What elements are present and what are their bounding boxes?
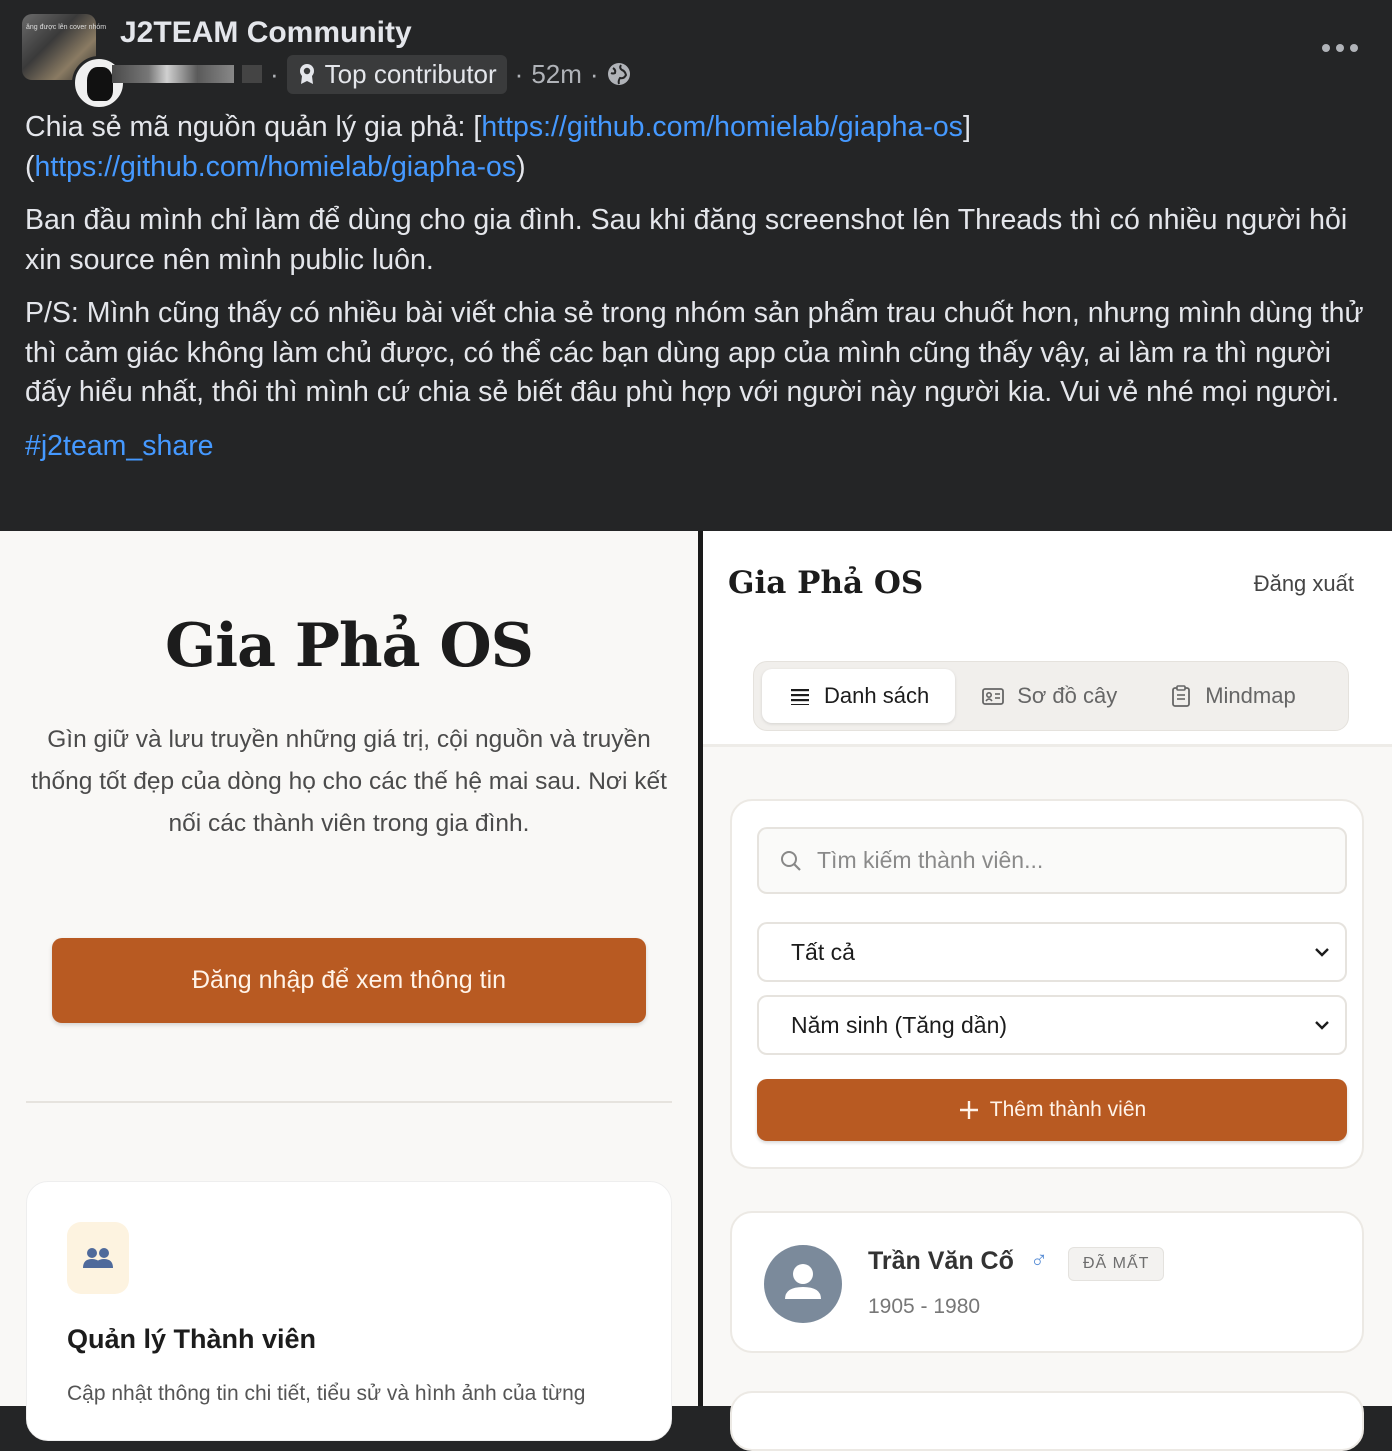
member-name: Trần Văn Cố xyxy=(868,1247,1014,1275)
login-button[interactable]: Đăng nhập để xem thông tin xyxy=(52,938,646,1023)
github-link-1[interactable]: https://github.com/homielab/giapha-os xyxy=(481,111,963,143)
divider xyxy=(26,1101,672,1103)
author-name-blurred[interactable] xyxy=(112,65,234,83)
hashtag-link[interactable]: #j2team_share xyxy=(25,429,214,462)
post-text-span: Chia sẻ mã nguồn quản lý gia phả: [ xyxy=(25,111,482,143)
facebook-post xyxy=(0,0,1392,531)
tab-mindmap[interactable] xyxy=(1143,669,1321,723)
post-body xyxy=(25,108,1365,480)
globe-icon xyxy=(607,62,631,86)
post-avatars[interactable] xyxy=(22,14,106,94)
github-link-2[interactable]: https://github.com/homielab/giapha-os xyxy=(34,150,517,183)
search-box[interactable] xyxy=(757,827,1347,894)
person-icon xyxy=(764,1245,842,1323)
badge-label: Top contributor xyxy=(324,58,497,89)
feature-card-description: Cập nhật thông tin chi tiết, tiểu sử và hình ảnh của từng xyxy=(67,1382,586,1405)
chevron-down-icon xyxy=(1313,1016,1331,1034)
member-card[interactable] xyxy=(730,1211,1364,1353)
select-value: Năm sinh (Tăng dần) xyxy=(791,1011,1008,1038)
post-paragraph-3: P/S: Mình cũng thấy có nhiều bài viết chia sẻ trong nhóm sản phẩm trau chuốt hơn, nhưng mình dùng thử thì cảm giác không làm chủ được, có thể các bạn dùng app của mình cũng thấy vậy, ai làm ra thì người đấy hiểu nhất, thôi thì mình cứ chia sẻ biết đâu phù hợp với người này người kia. Vui vẻ nhé mọi người. xyxy=(25,297,1364,408)
tab-label: Mindmap xyxy=(1205,683,1296,708)
users-icon xyxy=(67,1222,129,1294)
feature-card-title: Quản lý Thành viên xyxy=(67,1324,317,1354)
add-member-button[interactable] xyxy=(757,1079,1347,1141)
view-tabs xyxy=(753,661,1349,731)
male-icon: ♂ xyxy=(1030,1247,1048,1274)
post-text-span: ] ( xyxy=(25,111,971,183)
app-list-screenshot[interactable] xyxy=(703,531,1392,1406)
meta-separator: · xyxy=(514,58,524,89)
search-icon xyxy=(779,849,803,873)
id-card-icon xyxy=(981,684,1005,708)
chevron-down-icon xyxy=(1313,943,1331,961)
logout-link[interactable]: Đăng xuất xyxy=(1253,571,1354,596)
group-thumb-text: ăng được lên cover nhóm xyxy=(26,24,107,31)
sort-select[interactable] xyxy=(757,995,1347,1055)
post-meta xyxy=(112,54,631,94)
tab-tree[interactable] xyxy=(955,669,1143,723)
more-options-icon[interactable] xyxy=(1320,36,1360,60)
badge-icon xyxy=(297,63,317,85)
app-title: Gia Phả OS xyxy=(728,565,924,601)
select-value: Tất cả xyxy=(791,938,855,965)
member-avatar xyxy=(764,1245,842,1323)
status-filter-select[interactable] xyxy=(757,922,1347,982)
top-contributor-badge[interactable] xyxy=(287,55,507,94)
post-paragraph-1 xyxy=(25,108,1365,187)
landing-title: Gia Phả OS xyxy=(165,611,533,681)
post-time[interactable]: 52m xyxy=(531,58,582,89)
add-member-label: Thêm thành viên xyxy=(989,1098,1147,1121)
search-input[interactable] xyxy=(817,847,1317,874)
member-years: 1905 - 1980 xyxy=(868,1295,981,1318)
post-paragraph-2: Ban đầu mình chỉ làm để dùng cho gia đình. Sau khi đăng screenshot lên Threads thì có nhiều người hỏi xin source nên mình public luôn. xyxy=(25,204,1348,276)
clipboard-icon xyxy=(1169,684,1193,708)
feature-card-members xyxy=(26,1181,672,1441)
landing-description: Gìn giữ và lưu truyền những giá trị, cội nguồn và truyền thống tốt đẹp của dòng họ cho các thế hệ mai sau. Nơi kết nối các thành viên trong gia đình. xyxy=(31,726,667,837)
tab-list[interactable] xyxy=(762,669,955,723)
filter-card xyxy=(730,799,1364,1169)
list-icon xyxy=(788,684,812,708)
plus-icon xyxy=(958,1099,980,1121)
author-name-blurred-part xyxy=(242,65,262,83)
meta-separator: · xyxy=(270,58,279,89)
app-header xyxy=(703,531,1392,747)
tab-label: Danh sách xyxy=(824,683,930,708)
tab-label: Sơ đồ cây xyxy=(1017,683,1118,708)
group-name-link[interactable]: J2TEAM Community xyxy=(120,16,412,49)
post-text-span: ) xyxy=(516,150,526,183)
landing-screenshot[interactable] xyxy=(0,531,698,1406)
member-card[interactable] xyxy=(730,1391,1364,1451)
status-badge: ĐÃ MẤT xyxy=(1068,1247,1164,1281)
meta-separator: · xyxy=(589,58,599,89)
